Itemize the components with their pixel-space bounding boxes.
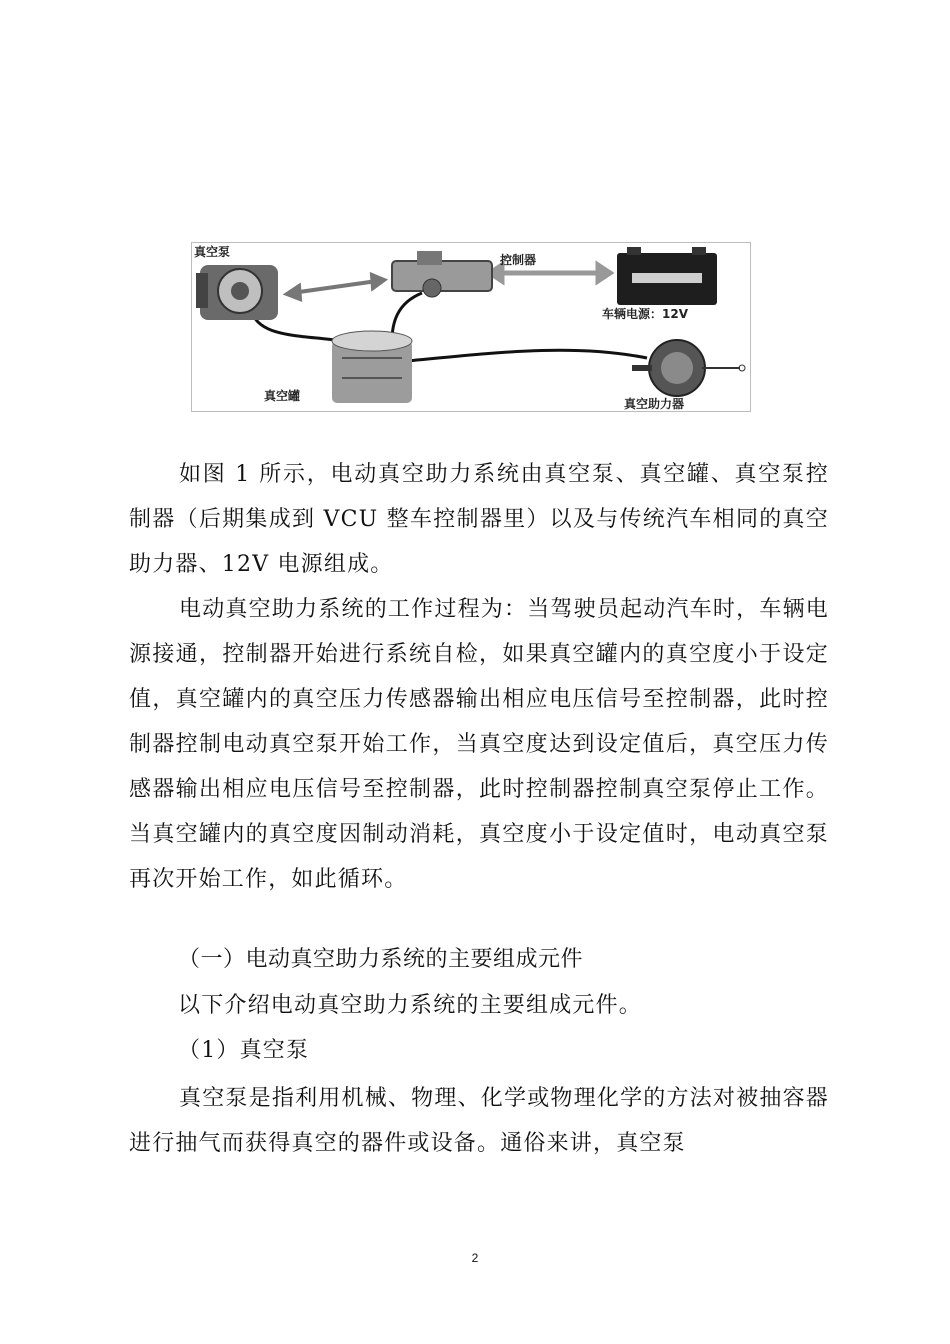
page-number: 2 [471, 1251, 479, 1265]
label-vehicle-power: 车辆电源：12V [602, 307, 688, 321]
body-paragraphs [129, 452, 829, 902]
section-heading: （一）电动真空助力系统的主要组成元件 [178, 947, 584, 972]
paragraph-3: 真空泵是指利用机械、物理、化学或物理化学的方法对被抽容器进行抽气而获得真空的器件或设备。通俗来讲，真空泵 [129, 1086, 829, 1156]
label-vacuum-tank: 真空罐 [264, 389, 301, 403]
vacuum-pump-icon [196, 265, 278, 320]
subheading-vacuum-pump: （1）真空泵 [178, 1038, 310, 1063]
hose-tank-booster [407, 350, 647, 361]
vacuum-tank-icon [332, 331, 412, 403]
label-vacuum-booster: 真空助力器 [624, 397, 685, 411]
vacuum-booster-icon [632, 340, 745, 396]
paragraph-1: 如图 1 所示，电动真空助力系统由真空泵、真空罐、真空泵控制器（后期集成到 VCU 整车控制器里）以及与传统汽车相同的真空助力器、12V 电源组成。 [129, 462, 829, 577]
system-diagram-figure [191, 242, 751, 412]
system-diagram [192, 243, 750, 411]
battery-icon [617, 247, 717, 305]
body-paragraph-last [129, 1076, 829, 1166]
intro-line: 以下介绍电动真空助力系统的主要组成元件。 [178, 993, 643, 1018]
paragraph-2: 电动真空助力系统的工作过程为：当驾驶员起动汽车时，车辆电源接通，控制器开始进行系统自检，如果真空罐内的真空度小于设定值，真空罐内的真空压力传感器输出相应电压信号至控制器，此时控制器控制电动真空泵开始工作，当真空度达到设定值后，真空压力传感器输出相应电压信号至控制器，此时控制器控制真空泵停止工作。当真空罐内的真空度因制动消耗，真空度小于设定值时，电动真空泵再次开始工作，如此循环。 [129, 597, 829, 892]
label-vacuum-pump: 真空泵 [194, 245, 231, 259]
arrow-pump-controller [287, 275, 384, 299]
controller-icon [392, 251, 492, 297]
label-controller: 控制器 [500, 253, 537, 267]
